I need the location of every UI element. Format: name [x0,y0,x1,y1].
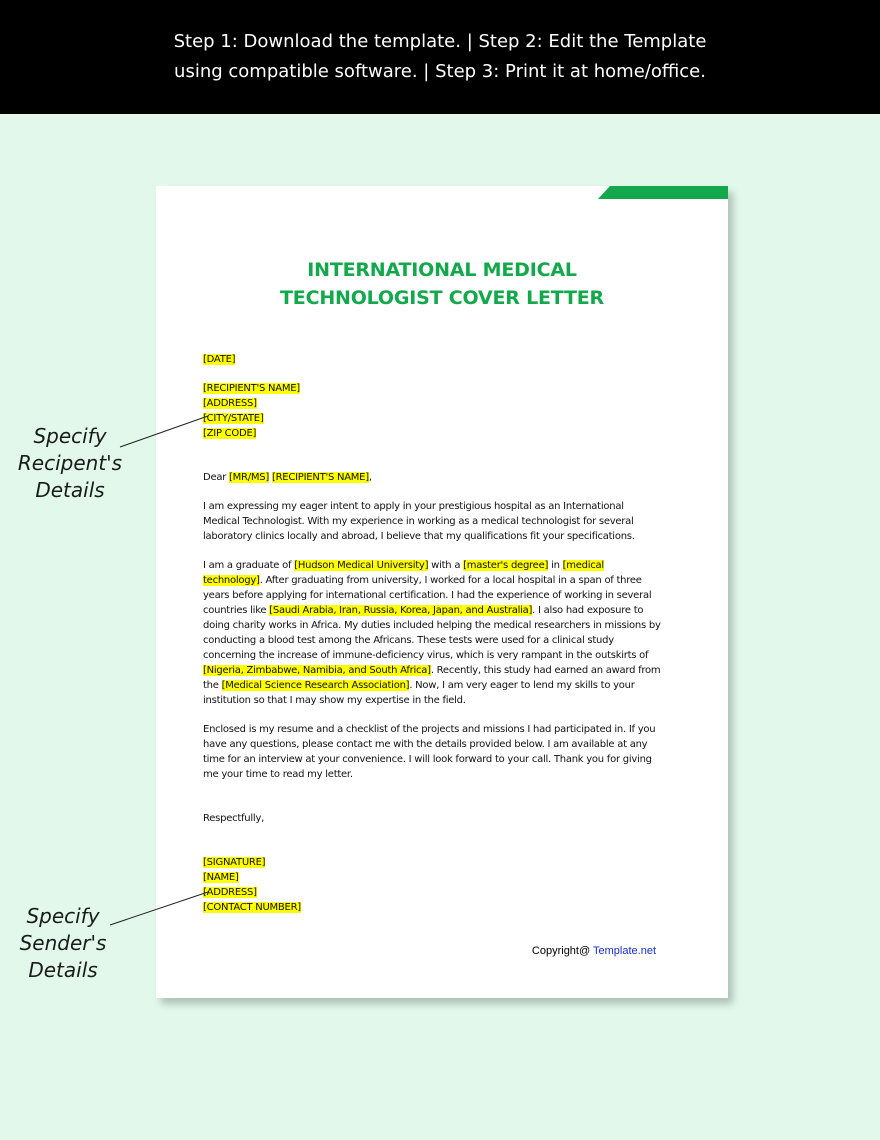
closing-word: Respectfully, [203,813,265,824]
title-line-2: TECHNOLOGIST COVER LETTER [280,287,604,309]
paragraph-closing: Enclosed is my resume and a checklist of the projects and missions I had participated in. If you have any questions, please contact me with the details provided below. I am available at any time for an interview at your convenience. I will look forward to your call. Thank you for giving me your time to read my letter. [203,724,656,780]
paragraph-intro: I am expressing my eager intent to apply in your prestigious hospital as an International Medical Technologist. With my experience in working as a medical technologist for several laboratory clinics locally and abroad, I believe that my qualifications fit your specifications. [203,501,635,542]
recipient-zip-placeholder[interactable]: [ZIP CODE] [203,428,257,439]
countries-placeholder[interactable]: [Saudi Arabia, Iran, Russia, Korea, Japan, and Australia] [269,605,533,616]
sender-annotation-line-1: Specify [26,904,100,928]
association-placeholder[interactable]: [Medical Science Research Association] [221,680,410,691]
contact-number-placeholder[interactable]: [CONTACT NUMBER] [203,902,301,913]
paragraph-experience: I am a graduate of [Hudson Medical University] with a [master's degree] in [medical technology]. After graduating from university, I worked for a local hospital in a span of three years before applying for international certification. I had the experience of working in several countries like [Saudi Arabia, Iran, Russia, Korea, Japan, and Australia]. I also had exposure to doing charity works in Africa. My duties included helping the medical researchers in missions by conducting a blood test among the Africans. These tests were used for a clinical study concerning the increase of immune-deficiency virus, which is very rampant in the outskirts of [Nigeria, Zimbabwe, Namibia, and South Africa]. Recently, this study had earned an award from the [Medical Science Research Association]. Now, I am very eager to lend my skills to your institution so that I may show my expertise in the field. [203,560,661,706]
banner-line-1: Step 1: Download the template. | Step 2: Edit the Template [173,31,707,52]
recipient-annotation-line-2: Recipent's [17,451,123,475]
copyright-notice: Copyright@ Template.net [531,945,656,957]
degree-placeholder[interactable]: [master's degree] [463,560,549,571]
recipient-address-placeholder[interactable]: [ADDRESS] [203,398,257,409]
recipient-pointer-line [120,416,208,447]
salutation-name-placeholder[interactable]: [RECIPIENT'S NAME] [271,472,369,483]
university-placeholder[interactable]: [Hudson Medical University] [294,560,429,571]
salutation-title-placeholder[interactable]: [MR/MS] [229,472,270,483]
title-line-1: INTERNATIONAL MEDICAL [307,259,577,281]
sender-pointer-line [110,892,208,925]
signature-placeholder[interactable]: [SIGNATURE] [203,857,266,868]
recipient-name-placeholder[interactable]: [RECIPIENT'S NAME] [203,383,300,394]
template-net-link[interactable]: Template.net [593,945,656,957]
sender-name-placeholder[interactable]: [NAME] [203,872,239,883]
sender-address-placeholder[interactable]: [ADDRESS] [203,887,257,898]
sender-annotation-line-2: Sender's [19,931,107,955]
field-placeholder[interactable]: [medical technology] [203,560,604,586]
recipient-annotation-line-1: Specify [33,424,107,448]
sender-annotation-line-3: Details [28,958,98,982]
recipient-annotation-line-3: Details [35,478,105,502]
recipient-city-state-placeholder[interactable]: [CITY/STATE] [203,413,264,424]
salutation: Dear [MR/MS] [RECIPIENT'S NAME], [203,472,372,483]
banner-line-2: using compatible software. | Step 3: Print it at home/office. [174,61,706,82]
date-placeholder[interactable]: [DATE] [203,354,236,365]
african-countries-placeholder[interactable]: [Nigeria, Zimbabwe, Namibia, and South Africa] [203,665,431,676]
